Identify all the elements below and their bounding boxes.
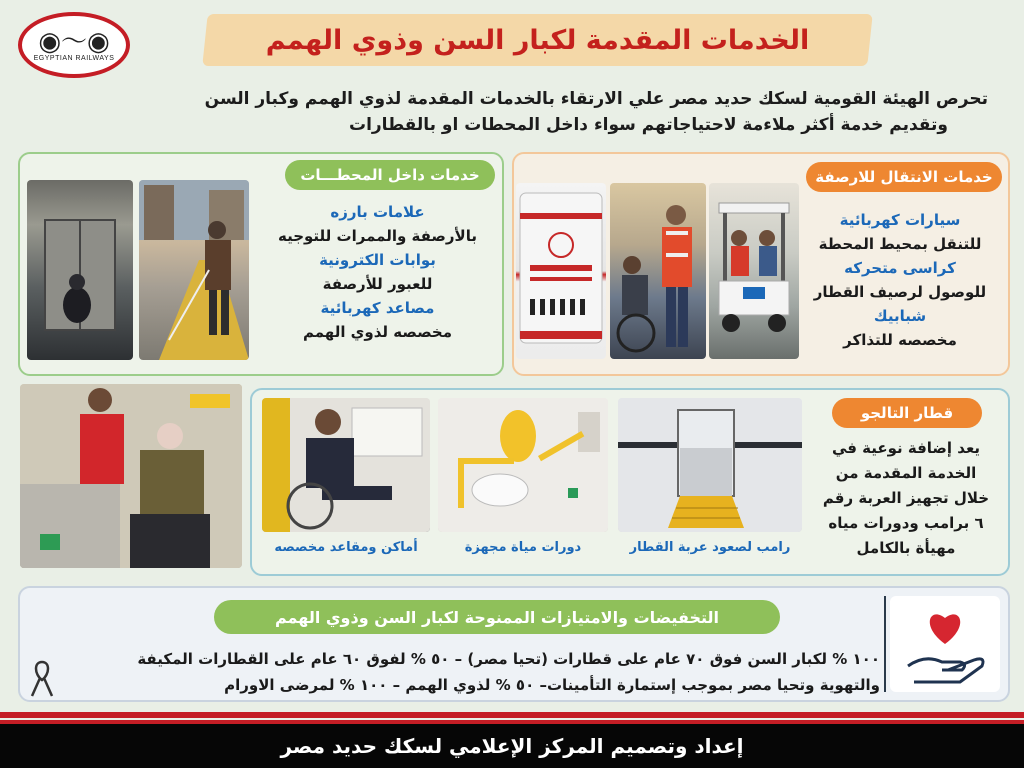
service-title: شبابيك <box>873 307 927 325</box>
stations-services <box>255 200 500 344</box>
transport-services <box>800 208 1000 352</box>
service-desc: مخصصه لذوي الهمم <box>302 323 453 341</box>
service-desc: بالأرصفة والممرات للتوجيه <box>278 227 477 245</box>
ramp-caption: رامب لصعود عربة القطار <box>629 540 791 555</box>
discounts-text <box>68 646 880 698</box>
intro-line-2: وتقديم خدمة أكثر ملاءمة لاحتياجاتهم سواء داخل المحطات او بالقطارات <box>348 115 948 135</box>
service-title: بوابات الكترونية <box>319 251 436 269</box>
stations-heading: خدمات داخل المحطـــات <box>285 160 495 190</box>
service-title: علامات بارزه <box>330 203 425 221</box>
intro-text <box>88 86 988 138</box>
care-hand-icon <box>890 596 1000 692</box>
service-title: مصاعد كهربائية <box>320 299 435 317</box>
service-van-photo <box>516 183 606 359</box>
discounts-heading: التخفيضات والامتيازات الممنوحة لكبار السن وذوي الهمم <box>214 600 780 634</box>
awareness-ribbon-icon <box>28 658 56 698</box>
talgo-line: يعد إضافة نوعية في <box>831 439 981 457</box>
accessible-toilet-photo <box>438 398 608 532</box>
service-desc: للوصول لرصيف القطار <box>813 283 987 301</box>
talgo-heading: قطار التالجو <box>832 398 982 428</box>
reserved-seating-photo <box>262 398 430 532</box>
talgo-line: مهيأة بالكامل <box>856 539 956 557</box>
intro-line-1: تحرص الهيئة القومية لسكك حديد مصر علي الارتقاء بالخدمات المقدمة لذوي الهمم وكبار السن <box>204 89 988 109</box>
footer-credit: إعداد وتصميم المركز الإعلامي لسكك حديد مصر <box>0 724 1024 768</box>
wheelchair-assist-photo <box>610 183 706 359</box>
talgo-line: الخدمة المقدمة من <box>835 464 977 482</box>
toilet-caption: دورات مياة مجهزة <box>464 540 582 555</box>
elevator-photo <box>27 180 133 360</box>
seats-caption: أماكن ومقاعد مخصصه <box>274 540 418 555</box>
discount-line-1: ١٠٠ % لكبار السن فوق ٧٠ عام على قطارات (تحيا مصر) – ٥٠ % لفوق ٦٠ عام على القطارات المكيفة <box>137 650 880 668</box>
service-desc: للتنقل بمحيط المحطة <box>818 235 982 253</box>
page-title: الخدمات المقدمة لكبار السن وذوي الهمم <box>265 24 810 56</box>
logo-caption: EGYPTIAN RAILWAYS <box>33 54 115 62</box>
divider <box>884 596 886 692</box>
transport-heading: خدمات الانتقال للارصفة <box>806 162 1002 192</box>
egyptian-railways-logo <box>18 12 130 78</box>
talgo-line: ٦ برامب ودورات مياه <box>828 514 984 532</box>
station-gate-photo <box>20 384 242 568</box>
train-ramp-photo <box>618 398 802 532</box>
logo-emblem-icon: ◉〜◉ <box>38 26 110 57</box>
service-desc: مخصصه للتذاكر <box>843 331 957 349</box>
service-title: سيارات كهربائية <box>839 211 961 229</box>
discount-line-2: والتهوية وتحيا مصر بموجب إستمارة التأمينات– ٥٠ % لذوي الهمم – ١٠٠ % لمرضى الاورام <box>224 676 880 694</box>
service-title: كراسى متحركه <box>844 259 956 277</box>
tactile-path-photo <box>139 180 249 360</box>
service-desc: للعبور للأرصفة <box>322 275 433 293</box>
electric-cart-photo <box>709 183 799 359</box>
talgo-description <box>808 436 1004 561</box>
talgo-line: خلال تجهيز العربة رقم <box>822 489 990 507</box>
